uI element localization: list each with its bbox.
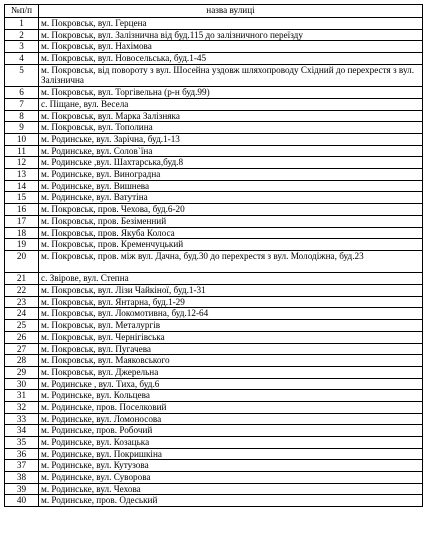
row-number: 38 bbox=[5, 472, 39, 484]
row-street-name: м. Покровськ, вул. Джерельна bbox=[39, 366, 423, 378]
row-street-name: м. Покровськ, вул. Пугачева bbox=[39, 343, 423, 355]
row-number: 37 bbox=[5, 460, 39, 472]
row-street-name: м. Покровськ, вул. Металургів bbox=[39, 320, 423, 332]
table-row bbox=[5, 18, 423, 30]
row-number: 30 bbox=[5, 378, 39, 390]
table-row bbox=[5, 448, 423, 460]
row-number: 3 bbox=[5, 41, 39, 53]
table-row bbox=[5, 204, 423, 216]
table-row bbox=[5, 215, 423, 227]
table-row bbox=[5, 343, 423, 355]
row-street-name: м. Родинське, пров. Робочий bbox=[39, 425, 423, 437]
table-row bbox=[5, 331, 423, 343]
row-number: 21 bbox=[5, 273, 39, 285]
header-number: №п/п bbox=[5, 5, 39, 18]
row-street-name: м. Покровськ, вул. Герцена bbox=[39, 18, 423, 30]
row-street-name: с. Піщане, вул. Весела bbox=[39, 98, 423, 110]
row-street-name: м. Покровськ, вул. Марка Залізняка bbox=[39, 110, 423, 122]
row-number: 29 bbox=[5, 366, 39, 378]
row-number: 18 bbox=[5, 227, 39, 239]
table-row bbox=[5, 122, 423, 134]
row-number: 9 bbox=[5, 122, 39, 134]
header-street-name: назва вулиці bbox=[39, 5, 423, 18]
table-row bbox=[5, 29, 423, 41]
table-row bbox=[5, 296, 423, 308]
row-street-name: м. Родинське, вул. Ватутіна bbox=[39, 192, 423, 204]
row-street-name: м. Родинське, вул. Суворова bbox=[39, 472, 423, 484]
row-street-name: м. Родинське, вул. Покришкіна bbox=[39, 448, 423, 460]
row-number: 40 bbox=[5, 495, 39, 507]
row-number: 12 bbox=[5, 157, 39, 169]
row-number: 20 bbox=[5, 250, 39, 273]
table-row bbox=[5, 378, 423, 390]
table-row bbox=[5, 437, 423, 449]
row-number: 6 bbox=[5, 87, 39, 99]
row-number: 25 bbox=[5, 320, 39, 332]
row-number: 16 bbox=[5, 204, 39, 216]
row-street-name: м. Покровськ, вул. Залізнична від буд.115 до залізничного переїзду bbox=[39, 29, 423, 41]
row-street-name: м. Родинське, вул. Зарічна, буд.1-13 bbox=[39, 134, 423, 146]
row-street-name: м. Родинське, вул. Козацька bbox=[39, 437, 423, 449]
table-row bbox=[5, 366, 423, 378]
row-number: 32 bbox=[5, 401, 39, 413]
row-number: 28 bbox=[5, 355, 39, 367]
row-number: 7 bbox=[5, 98, 39, 110]
row-number: 34 bbox=[5, 425, 39, 437]
streets-table bbox=[4, 4, 423, 507]
table-row bbox=[5, 472, 423, 484]
row-street-name: м. Родинське, пров. Одеський bbox=[39, 495, 423, 507]
table-row bbox=[5, 495, 423, 507]
row-number: 14 bbox=[5, 180, 39, 192]
table-row bbox=[5, 192, 423, 204]
row-street-name: м. Родинське ,вул. Шахтарська,буд.8 bbox=[39, 157, 423, 169]
row-number: 5 bbox=[5, 64, 39, 87]
table-row bbox=[5, 285, 423, 297]
table-row bbox=[5, 41, 423, 53]
row-street-name: м. Родинське, вул. Кутузова bbox=[39, 460, 423, 472]
row-number: 13 bbox=[5, 169, 39, 181]
document-page bbox=[4, 4, 422, 507]
row-number: 36 bbox=[5, 448, 39, 460]
table-row bbox=[5, 355, 423, 367]
table-row bbox=[5, 273, 423, 285]
table-row bbox=[5, 64, 423, 87]
table-row bbox=[5, 110, 423, 122]
row-number: 24 bbox=[5, 308, 39, 320]
row-street-name: м. Родинське, вул. Чехова bbox=[39, 483, 423, 495]
row-street-name: м. Покровськ, пров. Кременчуцький bbox=[39, 239, 423, 251]
row-street-name: м. Покровськ, пров. Чехова, буд.6-20 bbox=[39, 204, 423, 216]
row-street-name: м. Покровськ, пров. між вул. Дачна, буд.30 до перехрестя з вул. Молодіжна, буд.23 bbox=[39, 250, 423, 273]
row-number: 1 bbox=[5, 18, 39, 30]
table-row bbox=[5, 483, 423, 495]
table-row bbox=[5, 227, 423, 239]
row-street-name: м. Покровськ, вул. Локомотивна, буд.12-64 bbox=[39, 308, 423, 320]
row-number: 4 bbox=[5, 53, 39, 65]
row-number: 10 bbox=[5, 134, 39, 146]
row-street-name: м. Родинське, пров. Поселковий bbox=[39, 401, 423, 413]
row-number: 17 bbox=[5, 215, 39, 227]
row-number: 27 bbox=[5, 343, 39, 355]
row-street-name: м. Покровськ, вул. Тополина bbox=[39, 122, 423, 134]
row-number: 33 bbox=[5, 413, 39, 425]
row-street-name: м. Родинське, вул. Ломоносова bbox=[39, 413, 423, 425]
row-number: 35 bbox=[5, 437, 39, 449]
row-street-name: м. Покровськ, вул. Чернігівська bbox=[39, 331, 423, 343]
table-row bbox=[5, 98, 423, 110]
row-number: 22 bbox=[5, 285, 39, 297]
row-street-name: м. Родинське, вул. Виноградна bbox=[39, 169, 423, 181]
table-row bbox=[5, 134, 423, 146]
table-row bbox=[5, 308, 423, 320]
table-row bbox=[5, 250, 423, 273]
row-number: 31 bbox=[5, 390, 39, 402]
row-street-name: м. Родинське, вул. Солов`їна bbox=[39, 145, 423, 157]
row-number: 26 bbox=[5, 331, 39, 343]
row-number: 2 bbox=[5, 29, 39, 41]
table-header-row bbox=[5, 5, 423, 18]
table-row bbox=[5, 413, 423, 425]
row-street-name: м. Покровськ, пров. Безіменний bbox=[39, 215, 423, 227]
row-street-name: м. Покровськ, вул. Новосельська, буд.1-45 bbox=[39, 53, 423, 65]
table-row bbox=[5, 145, 423, 157]
row-number: 11 bbox=[5, 145, 39, 157]
row-number: 19 bbox=[5, 239, 39, 251]
table-row bbox=[5, 169, 423, 181]
row-street-name: м. Покровськ, вул. Лізи Чайкіної, буд.1-31 bbox=[39, 285, 423, 297]
row-street-name: с. Звірове, вул. Степна bbox=[39, 273, 423, 285]
row-number: 15 bbox=[5, 192, 39, 204]
table-row bbox=[5, 390, 423, 402]
table-row bbox=[5, 401, 423, 413]
row-street-name: м. Покровськ, від повороту з вул. Шосейна уздовж шляхопроводу Східний до перехрестя з вул. Залізнична bbox=[39, 64, 423, 87]
table-row bbox=[5, 425, 423, 437]
row-street-name: м. Родинське, вул. Кольцева bbox=[39, 390, 423, 402]
row-street-name: м. Покровськ, вул. Нахімова bbox=[39, 41, 423, 53]
table-row bbox=[5, 239, 423, 251]
row-number: 39 bbox=[5, 483, 39, 495]
row-street-name: м. Покровськ, вул. Янтарна, буд.1-29 bbox=[39, 296, 423, 308]
row-street-name: м. Покровськ, пров. Якуба Колоса bbox=[39, 227, 423, 239]
table-row bbox=[5, 460, 423, 472]
row-street-name: м. Покровськ, вул. Маяковського bbox=[39, 355, 423, 367]
row-street-name: м. Родинське, вул. Вишнева bbox=[39, 180, 423, 192]
table-row bbox=[5, 87, 423, 99]
table-row bbox=[5, 320, 423, 332]
row-number: 23 bbox=[5, 296, 39, 308]
row-street-name: м. Покровськ, вул. Торгівельна (р-н буд.99) bbox=[39, 87, 423, 99]
table-row bbox=[5, 157, 423, 169]
table-row bbox=[5, 53, 423, 65]
table-row bbox=[5, 180, 423, 192]
row-street-name: м. Родинське , вул. Тиха, буд.6 bbox=[39, 378, 423, 390]
row-number: 8 bbox=[5, 110, 39, 122]
table-body bbox=[5, 18, 423, 507]
